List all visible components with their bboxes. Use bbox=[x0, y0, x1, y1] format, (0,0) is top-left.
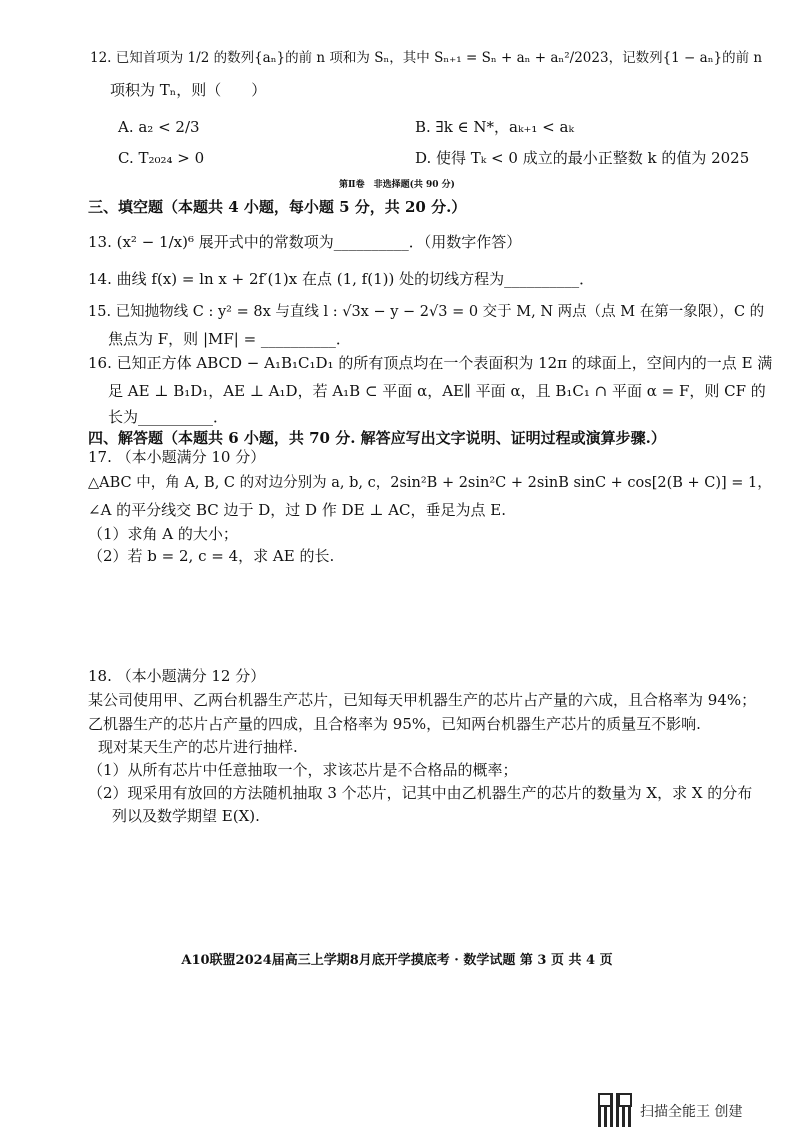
q12-option-d: D. 使得 Tₖ < 0 成立的最小正整数 k 的值为 2025 bbox=[415, 149, 750, 167]
q12-option-a: A. a₂ < 2/3 bbox=[118, 118, 200, 136]
q14: 14. 曲线 f(x) = ln x + 2f′(1)x 在点 (1, f(1)) 处的切线方程为__________． bbox=[88, 270, 595, 288]
q12-option-b: B. ∃k ∈ N*，aₖ₊₁ < aₖ bbox=[415, 118, 574, 136]
q15-line2: 焦点为 F，则 |MF| = __________． bbox=[108, 330, 351, 348]
q17-part2: （2）若 b = 2, c = 4，求 AE 的长. bbox=[88, 547, 335, 565]
fill-in-heading: 三、填空题（本题共 4 小题，每小题 5 分，共 20 分.） bbox=[88, 198, 467, 216]
q13: 13. (x² − 1/x)⁶ 展开式中的常数项为__________．（用数字作答） bbox=[88, 233, 522, 251]
scanner-watermark: 扫描全能王 创建 bbox=[640, 1104, 743, 1120]
q18-title: 18. （本小题满分 12 分） bbox=[88, 667, 266, 685]
q18-part1: （1）从所有芯片中任意抽取一个，求该芯片是不合格品的概率； bbox=[88, 761, 518, 779]
qr-code-icon bbox=[598, 1093, 632, 1127]
q16-line1: 16. 已知正方体 ABCD − A₁B₁C₁D₁ 的所有顶点均在一个表面积为 12π 的球面上，空间内的一点 E 满 bbox=[88, 354, 773, 372]
q17-line2: ∠A 的平分线交 BC 边于 D，过 D 作 DE ⊥ AC，垂足为点 E. bbox=[88, 501, 507, 519]
section2-title: 第Ⅱ卷 非选择题(共 90 分) bbox=[339, 180, 455, 190]
q18-part2-cont: 列以及数学期望 E(X). bbox=[112, 807, 260, 825]
q12-line1: 12. 已知首项为 1/2 的数列{aₙ}的前 n 项和为 Sₙ，其中 Sₙ₊₁ = Sₙ + aₙ + aₙ²/2023，记数列{1 − aₙ}的前 n bbox=[90, 50, 763, 66]
q16-line3: 长为__________． bbox=[108, 408, 229, 426]
q17-line1: △ABC 中，角 A, B, C 的对边分别为 a, b, c，2sin²B + 2sin²C + 2sinB sinC + cos[2(B + C)] = 1， bbox=[88, 475, 772, 491]
q16-line2: 足 AE ⊥ B₁D₁，AE ⊥ A₁D，若 A₁B ⊂ 平面 α，AE∥ 平面 α，且 B₁C₁ ∩ 平面 α = F，则 CF 的 bbox=[108, 382, 766, 400]
q17-title: 17. （本小题满分 10 分） bbox=[88, 448, 266, 466]
solve-heading: 四、解答题（本题共 6 小题，共 70 分. 解答应写出文字说明、证明过程或演算步骤.） bbox=[88, 429, 666, 447]
q18-line2: 乙机器生产的芯片占产量的四成，且合格率为 95%，已知两台机器生产芯片的质量互不影响. bbox=[88, 715, 701, 733]
page-footer: A10联盟2024届高三上学期8月底开学摸底考 · 数学试题 第 3 页 共 4 页 bbox=[181, 953, 613, 968]
q12-line2: 项积为 Tₙ，则（ ） bbox=[110, 81, 267, 99]
q17-part1: （1）求角 A 的大小； bbox=[88, 525, 238, 543]
q12-option-c: C. T₂₀₂₄ > 0 bbox=[118, 149, 205, 167]
q18-line1: 某公司使用甲、乙两台机器生产芯片，已知每天甲机器生产的芯片占产量的六成，且合格率为 94%； bbox=[88, 691, 757, 709]
q18-part2: （2）现采用有放回的方法随机抽取 3 个芯片，记其中由乙机器生产的芯片的数量为 X，求 X 的分布 bbox=[88, 784, 753, 802]
q18-line3: 现对某天生产的芯片进行抽样. bbox=[98, 738, 298, 756]
q15-line1: 15. 已知抛物线 C : y² = 8x 与直线 l : √3x − y − 2√3 = 0 交于 M, N 两点（点 M 在第一象限），C 的 bbox=[88, 304, 765, 320]
